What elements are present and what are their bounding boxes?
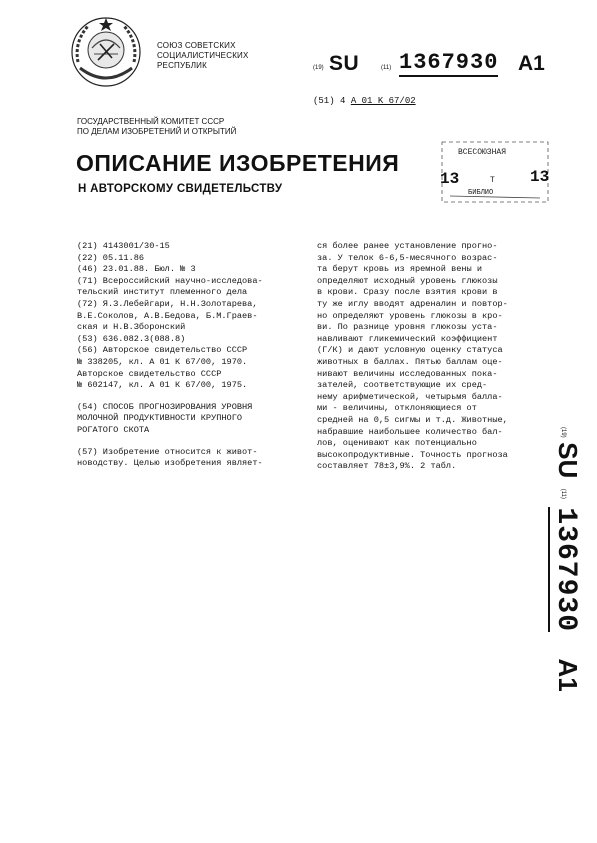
abstract-line: средней на 0,5 сигмы и т.д. Животные, [317, 414, 508, 425]
document-subtitle: Н АВТОРСКОМУ СВИДЕТЕЛЬСТВУ [78, 183, 283, 195]
issuing-committee [77, 117, 236, 137]
abstract-line: лов, оценивают как потенциально [317, 438, 477, 449]
library-stamp [440, 138, 550, 206]
biblio-line: Авторское свидетельство СССР [77, 368, 222, 379]
kind-code: A1 [518, 52, 545, 75]
vertical-country-label: (19) [560, 427, 567, 438]
country-code-label: (19) [313, 65, 324, 71]
biblio-line: (21) 4143001/30-15 [77, 241, 170, 251]
invention-title-line: МОЛОЧНОЙ ПРОДУКТИВНОСТИ КРУПНОГО [77, 413, 243, 424]
abstract-line: ся более ранее установление прогно- [317, 241, 498, 251]
biblio-line: В.Е.Соколов, А.В.Бедова, Б.М.Граев- [77, 310, 258, 321]
abstract-line: зателей, соответствующие их сред- [317, 380, 488, 391]
stamp-bottom-text: БИБЛИО [468, 189, 494, 197]
biblio-line: (71) Всероссийский научно-исследова- [77, 275, 263, 286]
abstract-line: ту же иглу вводят адреналин и повтор- [317, 298, 508, 309]
abstract-line: (57) Изобретение относится к живот- [77, 446, 258, 457]
invention-title-line: РОГАТОГО СКОТА [77, 424, 150, 435]
state-line: СОЦИАЛИСТИЧЕСКИХ [157, 51, 249, 60]
biblio-line: (46) 23.01.88. Бюл. № 3 [77, 264, 196, 275]
vertical-country-code: SU [553, 442, 583, 479]
abstract-line: нему арифметической, четырьмя балла- [317, 391, 503, 402]
abstract-line: ви. По разнице уровня глюкозы уста- [317, 322, 498, 333]
stamp-right-number: 13 [530, 168, 550, 186]
abstract-continued [317, 241, 544, 473]
country-code: SU [329, 52, 360, 75]
vertical-patent-number: 1367930 [550, 507, 581, 633]
abstract-line: (Г/К) и дают условную оценку статуса [317, 345, 503, 356]
vertical-number-label: (11) [560, 488, 567, 499]
document-title: ОПИСАНИЕ ИЗОБРЕТЕНИЯ [76, 150, 400, 176]
abstract-line: высокопродуктивные. Точность прогноза [317, 449, 508, 460]
state-name [157, 41, 249, 71]
abstract-line: нивают величины исследованных пока- [317, 368, 498, 379]
stamp-mid-text: Т [490, 176, 495, 185]
abstract-line: за. У телок 6-6,5-месячного возрас- [317, 252, 498, 263]
biblio-line: № 602147, кл. А 01 К 67/00, 1975. [77, 380, 248, 391]
abstract-line: составляет 78±3,9%. 2 табл. [317, 461, 457, 472]
abstract-line: новодству. Целью изобретения являет- [77, 458, 263, 469]
biblio-line: ская и Н.В.Зборонский [77, 322, 186, 333]
stamp-top-text: ВСЕСОЮЗНАЯ [458, 148, 507, 157]
number-label: (11) [381, 65, 392, 71]
state-line: РЕСПУБЛИК [157, 61, 207, 70]
biblio-line: (72) Я.З.Лебейгари, Н.Н.Золотарева, [77, 298, 258, 309]
vertical-publication-identifier [547, 427, 587, 692]
abstract-line: та берут кровь из яремной вены и [317, 264, 483, 275]
ussr-coat-of-arms-icon [66, 12, 146, 92]
vertical-kind-code: A1 [553, 658, 583, 692]
abstract-line: животных в баллах. Пятью баллам оце- [317, 356, 503, 367]
publication-identifier [313, 52, 563, 78]
abstract-line: ми - величины, отклоняющиеся от [317, 403, 477, 414]
biblio-line: № 338205, кл. А 01 К 67/00, 1970. [77, 356, 248, 367]
committee-line: ГОСУДАРСТВЕННЫЙ КОМИТЕТ СССР [77, 117, 225, 126]
bibliographic-data [77, 241, 302, 470]
biblio-line: (56) Авторское свидетельство СССР [77, 345, 248, 356]
ipc-class: A 01 K 67/02 [350, 96, 416, 106]
committee-line: ПО ДЕЛАМ ИЗОБРЕТЕНИЙ И ОТКРЫТИЙ [77, 127, 237, 136]
state-line: СОЮЗ СОВЕТСКИХ [157, 41, 236, 50]
stamp-left-number: 13 [440, 170, 460, 188]
abstract-line: набравшие наибольшее количество бал- [317, 426, 503, 437]
abstract-line: навливают гликемический коэффициент [317, 333, 498, 344]
biblio-line: (22) 05.11.86 [77, 252, 145, 263]
abstract-line: в крови. Сразу после взятия крови в [317, 287, 498, 298]
ipc-label: (51) 4 [313, 96, 346, 106]
invention-title-line: (54) СПОСОБ ПРОГНОЗИРОВАНИЯ УРОВНЯ [77, 401, 253, 412]
biblio-line: (53) 636.082.3(088.8) [77, 333, 186, 344]
ipc-classification [313, 96, 416, 106]
patent-number: 1367930 [399, 50, 499, 75]
abstract-line: но определяют уровень глюкозы в кро- [317, 310, 503, 321]
abstract-line: определяют исходный уровень глюкозы [317, 275, 498, 286]
biblio-line: тельский институт племенного дела [77, 287, 248, 298]
